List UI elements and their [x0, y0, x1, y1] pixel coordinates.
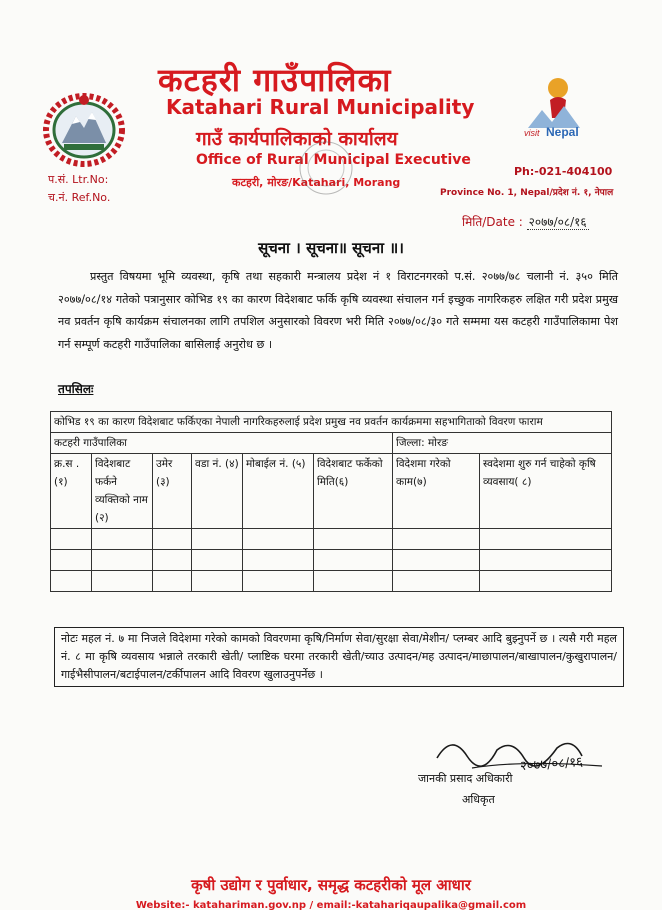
- column-header: क्र.स .(१): [51, 454, 92, 529]
- date-label: मिति/Date :: [462, 215, 523, 229]
- table-cell[interactable]: [192, 571, 243, 592]
- table-cell[interactable]: [480, 529, 612, 550]
- office-title-nepali: गाउँ कार्यपालिकाको कार्यालय: [196, 128, 398, 150]
- table-cell[interactable]: [393, 529, 480, 550]
- phone-number: Ph:-021-404100: [514, 165, 613, 178]
- form-municipality: कटहरी गाउँपालिका: [51, 433, 393, 454]
- table-cell[interactable]: [153, 571, 192, 592]
- registration-form-table: [50, 411, 612, 592]
- table-cell[interactable]: [314, 550, 393, 571]
- signatory-title: अधिकृत: [462, 793, 495, 806]
- municipality-title-english: Katahari Rural Municipality: [166, 95, 475, 119]
- table-row: [51, 529, 612, 550]
- column-header: विदेशमा गरेको काम(७): [393, 454, 480, 529]
- column-header: विदेशबाट फर्केको मिति(६): [314, 454, 393, 529]
- date-field: [462, 213, 589, 230]
- table-cell[interactable]: [92, 529, 153, 550]
- table-cell[interactable]: [192, 550, 243, 571]
- notice-heading: सूचना । सूचना॥ सूचना ॥।: [258, 239, 404, 257]
- svg-text:visit: visit: [524, 128, 540, 138]
- table-cell[interactable]: [314, 571, 393, 592]
- table-cell[interactable]: [51, 571, 92, 592]
- province-line: Province No. 1, Nepal/प्रदेश नं. १, नेपाल: [440, 188, 614, 198]
- column-header: स्वदेशमा शुरु गर्न चाहेको कृषि व्यवसाय( ८): [480, 454, 612, 529]
- table-cell[interactable]: [192, 529, 243, 550]
- table-cell[interactable]: [51, 550, 92, 571]
- municipality-title-nepali: कटहरी गाउँपालिका: [158, 61, 392, 99]
- table-cell[interactable]: [480, 550, 612, 571]
- table-cell[interactable]: [153, 529, 192, 550]
- column-header: विदेशबाट फर्कने व्यक्तिको नाम (२): [92, 454, 153, 529]
- svg-text:Nepal: Nepal: [546, 125, 579, 139]
- date-value: २०७७/०८/१६: [528, 215, 587, 229]
- column-header: उमेर (३): [153, 454, 192, 529]
- table-cell[interactable]: [393, 571, 480, 592]
- table-cell[interactable]: [51, 529, 92, 550]
- signatory-name: जानकी प्रसाद अधिकारी: [418, 772, 513, 785]
- visit-nepal-logo-icon: [520, 70, 600, 140]
- table-row: [51, 550, 612, 571]
- table-row: [51, 571, 612, 592]
- form-title: कोभिड १९ का कारण विदेशबाट फर्किएका नेपाली नागरिकहरुलाई प्रदेश प्रमुख नव प्रवर्तन कार्यक्रममा सहभागिताको विवरण फाराम: [51, 412, 612, 433]
- handwritten-date: २०७७/०८/१६: [519, 754, 584, 775]
- table-cell[interactable]: [393, 550, 480, 571]
- letter-number-label: प.सं. Ltr.No:: [48, 173, 109, 186]
- details-label: तपसिलः: [58, 382, 94, 396]
- table-cell[interactable]: [243, 529, 314, 550]
- notice-body: प्रस्तुत विषयमा भूमि व्यवस्था, कृषि तथा सहकारी मन्त्रालय प्रदेश नं १ विराटनगरको प.सं. २०७७/७८ चलानी नं. ३५० मिति २०७७/०८/१४ गतेको पत्रानुसार कोभिड १९ का कारण विदेशबाट फर्कि कृषि व्यवस्था संचालन गर्न इच्छुक नागरिकहरु लक्षित गरी प्रदेश प्रमुख नव प्रवर्तन कृषि कार्यक्रम संचालनका लागि तपशिल अनुसारको विवरण भरी मिति २०७७/०८/३० गते सम्ममा यस कटहरी गाउँपालिकामा पेश गर्न सम्पूर्ण कटहरी गाउँपालिका बासिलाई अनुरोध छ ।: [58, 270, 618, 351]
- column-header: वडा नं. (४): [192, 454, 243, 529]
- office-title-english: Office of Rural Municipal Executive: [196, 152, 471, 168]
- nepal-emblem-icon: [40, 88, 128, 168]
- office-stamp-watermark: [296, 138, 356, 198]
- column-header: मोबाईल नं. (५): [243, 454, 314, 529]
- reference-number-label: च.नं. Ref.No.: [48, 191, 111, 204]
- table-cell[interactable]: [92, 550, 153, 571]
- footer-website: Website:- katahariman.gov.np / email:-katahariqaupalika@gmail.com: [135, 900, 527, 911]
- table-cell[interactable]: [243, 571, 314, 592]
- table-cell[interactable]: [314, 529, 393, 550]
- table-cell[interactable]: [153, 550, 192, 571]
- form-district: जिल्ला: मोरङ: [393, 433, 612, 454]
- note-box: नोटः महल नं. ७ मा निजले विदेशमा गरेको कामको विवरणमा कृषि/निर्माण सेवा/सुरक्षा सेवा/मेशीन/ प्लम्बर आदि बुझ्नुपर्ने छ । त्यसै गरी महल नं. ८ मा कृषि व्यवसाय भन्नाले तरकारी खेती/ प्लाष्टिक घरमा तरकारी खेती/च्याउ उत्पादन/मह उत्पादन/माछापालन/बाखापालन/कुखुरापालन/गाईभैसीपालन/बटाईपालन/टर्कीपालन आदि विवरण खुलाउनुपर्नेछ ।: [54, 627, 624, 687]
- address-line: कटहरी, मोरङ/Katahari, Morang: [232, 176, 401, 189]
- table-cell[interactable]: [243, 550, 314, 571]
- footer-slogan: कृषी उद्योग र पुर्वाधार, समृद्ध कटहरीको मूल आधार: [191, 876, 471, 894]
- table-cell[interactable]: [92, 571, 153, 592]
- table-cell[interactable]: [480, 571, 612, 592]
